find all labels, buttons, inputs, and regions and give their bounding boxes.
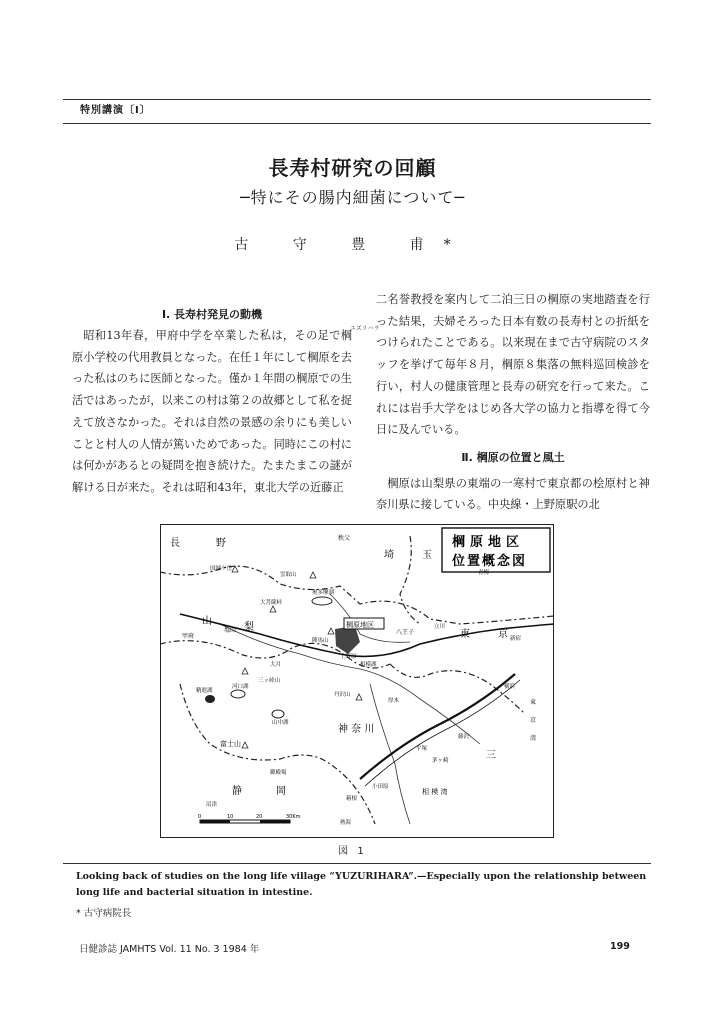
- map-label: 甲府: [182, 633, 195, 640]
- map-label: 長: [170, 538, 180, 549]
- map-label: 山中湖: [272, 720, 289, 726]
- paragraph: 二名誉教授を案内して二泊三日の棡原の実地踏査を行った結果，夫婦そろった日本有数の長寿村との折紙をつけられたことである。以来現在まで古守病院のスタッフを挙げて毎年８月，棡原８集落の無料巡回検診を行い，村人の健康管理と長寿の研究を行って来た。これには岩手大学をはじめ各大学の協力と指導を得て今日に及んでいる。: [376, 293, 650, 437]
- map-label: 茅ヶ崎: [432, 758, 449, 764]
- article-title: 長寿村研究の回顧: [268, 156, 437, 180]
- lake: [231, 690, 245, 698]
- map-label: 藤沢: [458, 734, 470, 740]
- author: 古 守 豊 甫*: [234, 237, 471, 253]
- map-label: 精進湖: [196, 688, 213, 694]
- article-subtitle: ─特にその腸内細菌について─: [240, 188, 465, 207]
- map-label: 埼: [384, 550, 394, 561]
- map-label: 雲取山: [280, 572, 297, 578]
- section-heading-2: Ⅱ. 棡原の位置と風土: [461, 450, 565, 464]
- map-label: 河口湖: [232, 684, 249, 690]
- map-label: 相 模 湾: [422, 788, 448, 796]
- section-label: 特別講演〔Ⅰ〕: [80, 105, 151, 116]
- map-label: 東: [460, 629, 470, 640]
- map-label: 三: [486, 750, 496, 761]
- map-label: 御殿場: [270, 770, 287, 776]
- figure-caption: 図 1: [338, 846, 367, 857]
- header-rule: [63, 123, 651, 124]
- english-title: Looking back of studies on the long life village “YUZURIHARA”.—Especially upon the relationship between long life and bacterial situation in intestine.: [76, 871, 647, 898]
- map-label: 玉: [422, 550, 432, 561]
- map-label: 静: [232, 786, 242, 797]
- map-label: 棡原地区: [346, 621, 374, 629]
- journal-citation: 日健診誌 JAMHTS Vol. 11 No. 3 1984 年: [79, 944, 260, 955]
- map-label: 湾: [530, 735, 537, 742]
- map-label: 三ッ峠山: [258, 678, 281, 684]
- text-run: 昭和13年春，甲府中学を卒業した私は，その足で: [83, 329, 341, 342]
- scale-label: 20: [256, 814, 263, 820]
- map-title-line2: 位置概念図: [452, 554, 528, 569]
- map-label: 八王子: [396, 629, 415, 636]
- map-label: 奥多摩湖: [312, 590, 335, 596]
- map-label: 京: [498, 629, 508, 640]
- map-label: 横浜: [504, 684, 516, 690]
- map-label: 上野原: [340, 654, 357, 660]
- map-label: 丹沢山: [334, 692, 351, 698]
- map-label: 京: [530, 717, 537, 724]
- map-label: 野: [216, 538, 226, 549]
- left-column: [72, 325, 380, 499]
- map-label: 富士山: [220, 740, 241, 748]
- map-label: 大月: [270, 662, 282, 668]
- map-label: 新宿: [510, 636, 522, 642]
- map-label: 秩父: [338, 535, 351, 542]
- map-label: 厚木: [388, 698, 400, 704]
- map-label: 山: [202, 616, 212, 627]
- top-rule: [63, 99, 651, 100]
- scale-label: 10: [227, 814, 234, 820]
- scale-label: 0: [198, 814, 202, 820]
- map-label: 平塚: [416, 746, 428, 752]
- text-run: 小学校の代用教員となった。在任１年にして棡原を去った私はのちに医師となった。僅か１年間の棡原での生活ではあったが，以来この村は第２の故郷として私を捉えて放さなかった。それは自然の景感の余りにも美しいことと村人の人情が篤いためであった。同時にこの村には何かがあるとの疑問を抱き続けた。たまたまこの謎が解ける日が来た。それは昭和43年，東北大学の近藤正: [72, 350, 352, 494]
- right-column: [376, 289, 650, 516]
- scale-bar-segment: [200, 820, 230, 823]
- abstract-rule: [63, 863, 651, 864]
- ruby-base: 棡原: [72, 329, 352, 364]
- map-label: 梨: [244, 622, 254, 633]
- map-label: 立川: [434, 624, 446, 630]
- map-label: 神 奈 川: [338, 724, 375, 735]
- section-heading-1: Ⅰ. 長寿村発見の動機: [161, 308, 263, 321]
- map-label: 沼津: [206, 802, 218, 808]
- map-label: 国師ケ岳: [210, 566, 233, 572]
- map-label: 大菩薩峠: [260, 600, 283, 606]
- scale-label: 30Km: [286, 814, 301, 820]
- map-label: 青梅: [478, 570, 490, 576]
- map-label: 東: [530, 699, 537, 706]
- map-label: 相模湖: [360, 662, 377, 668]
- map-label: 熱海: [340, 820, 352, 826]
- footnote: * 古守病院長: [76, 908, 132, 919]
- lake-okutama: [312, 597, 332, 605]
- map-label: 岡: [276, 786, 286, 797]
- map-label: 陣馬山: [312, 638, 329, 644]
- lake: [205, 695, 215, 703]
- paragraph: [72, 325, 380, 499]
- map-label: 小田原: [372, 784, 389, 790]
- map-title-line1: 棡原地区: [452, 535, 525, 550]
- scale-bar-segment: [260, 820, 290, 823]
- map-label: 箱根: [346, 796, 358, 802]
- location-map: [160, 524, 554, 838]
- ruby-reading: ユズリハラ: [349, 326, 380, 332]
- lake: [272, 710, 284, 718]
- paragraph: 棡原は山梨県の東端の一寒村で東京都の桧原村と神奈川県に接している。中央線・上野原駅の北: [376, 476, 650, 512]
- page-number: 199: [610, 941, 630, 952]
- map-label: 塩山: [224, 627, 237, 634]
